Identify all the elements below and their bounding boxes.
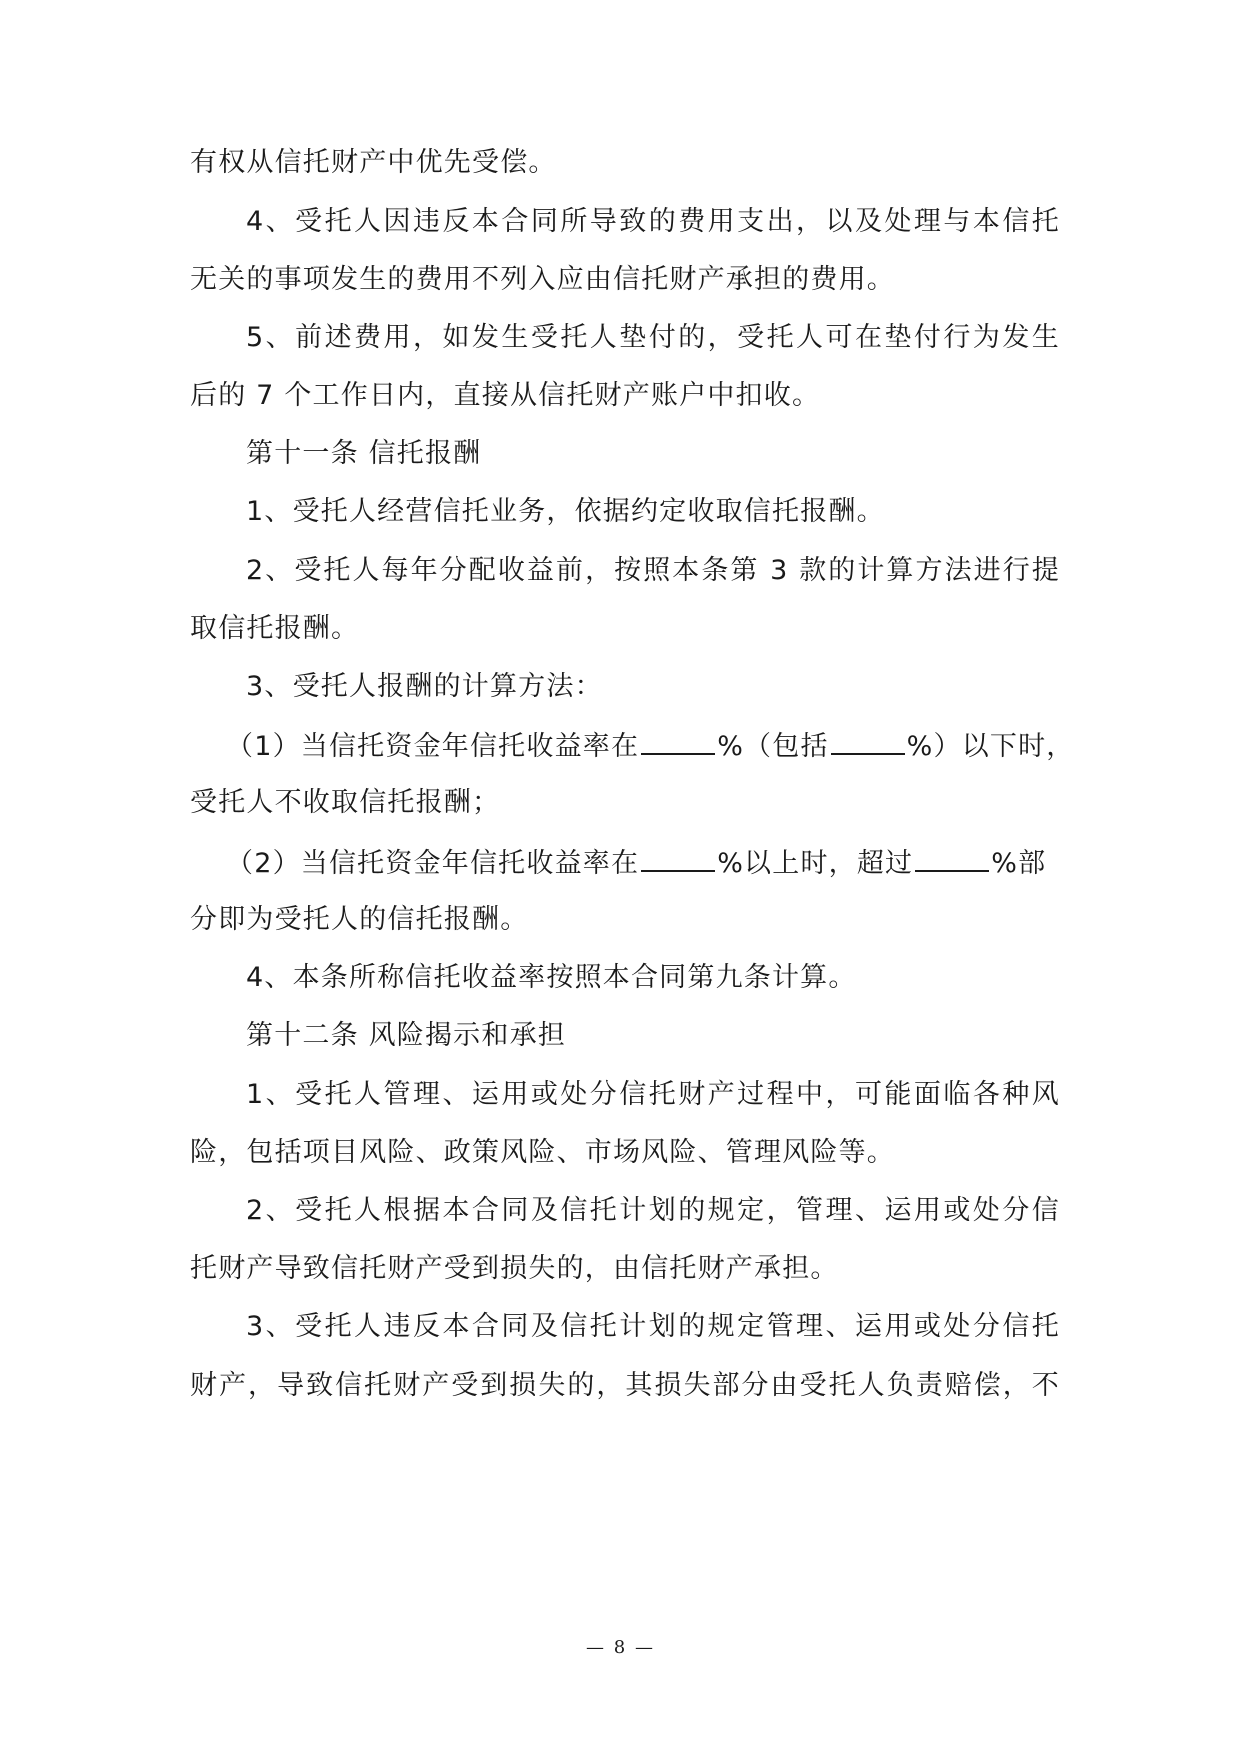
fill-in-line-2-text-b: %以上时，超过 bbox=[717, 848, 914, 879]
text-line-5: 后的 7 个工作日内，直接从信托财产账户中扣收。 bbox=[190, 380, 821, 411]
text-line-12: 受托人不收取信托报酬； bbox=[190, 787, 501, 818]
text-line-9: 取信托报酬。 bbox=[190, 613, 360, 644]
fill-in-line-1-text-a: （1）当信托资金年信托收益率在 bbox=[226, 731, 640, 762]
fill-in-line-2-text-c: %部 bbox=[991, 848, 1047, 879]
text-line-21: 3、受托人违反本合同及信托计划的规定管理、运用或处分信托 bbox=[246, 1311, 1060, 1342]
fill-in-line-1-text-b: %（包括 bbox=[717, 731, 829, 762]
text-line-19: 2、受托人根据本合同及信托计划的规定，管理、运用或处分信 bbox=[246, 1195, 1060, 1226]
text-line-10: 3、受托人报酬的计算方法： bbox=[246, 671, 603, 702]
text-line-7: 1、受托人经营信托业务，依据约定收取信托报酬。 bbox=[246, 496, 885, 527]
text-line-15: 4、本条所称信托收益率按照本合同第九条计算。 bbox=[246, 962, 857, 993]
fill-in-line-2-text-a: （2）当信托资金年信托收益率在 bbox=[226, 848, 640, 879]
blank-field-4[interactable] bbox=[915, 842, 989, 872]
page-number: — 8 — bbox=[586, 1637, 655, 1658]
blank-field-3[interactable] bbox=[641, 842, 715, 872]
text-line-2: 4、受托人因违反本合同所导致的费用支出，以及处理与本信托 bbox=[246, 206, 1060, 237]
section-heading-12: 第十二条 风险揭示和承担 bbox=[246, 1020, 566, 1051]
fill-in-line-1-text-c: %）以下时， bbox=[906, 731, 1075, 762]
fill-in-line-1 bbox=[226, 725, 1075, 765]
text-line-4: 5、前述费用，如发生受托人垫付的，受托人可在垫付行为发生 bbox=[246, 322, 1060, 353]
text-line-8: 2、受托人每年分配收益前，按照本条第 3 款的计算方法进行提 bbox=[246, 555, 1060, 586]
text-line-20: 托财产导致信托财产受到损失的，由信托财产承担。 bbox=[190, 1253, 839, 1284]
blank-field-1[interactable] bbox=[641, 725, 715, 755]
fill-in-line-2 bbox=[226, 842, 1060, 882]
text-line-3: 无关的事项发生的费用不列入应由信托财产承担的费用。 bbox=[190, 264, 895, 295]
blank-field-2[interactable] bbox=[831, 725, 905, 755]
text-line-17: 1、受托人管理、运用或处分信托财产过程中，可能面临各种风 bbox=[246, 1079, 1060, 1110]
section-heading-11: 第十一条 信托报酬 bbox=[246, 438, 482, 469]
text-line-14: 分即为受托人的信托报酬。 bbox=[190, 904, 529, 935]
text-line-18: 险，包括项目风险、政策风险、市场风险、管理风险等。 bbox=[190, 1137, 895, 1168]
text-line-22: 财产，导致信托财产受到损失的，其损失部分由受托人负责赔偿，不 bbox=[190, 1370, 1060, 1401]
text-line-1: 有权从信托财产中优先受偿。 bbox=[190, 147, 557, 178]
